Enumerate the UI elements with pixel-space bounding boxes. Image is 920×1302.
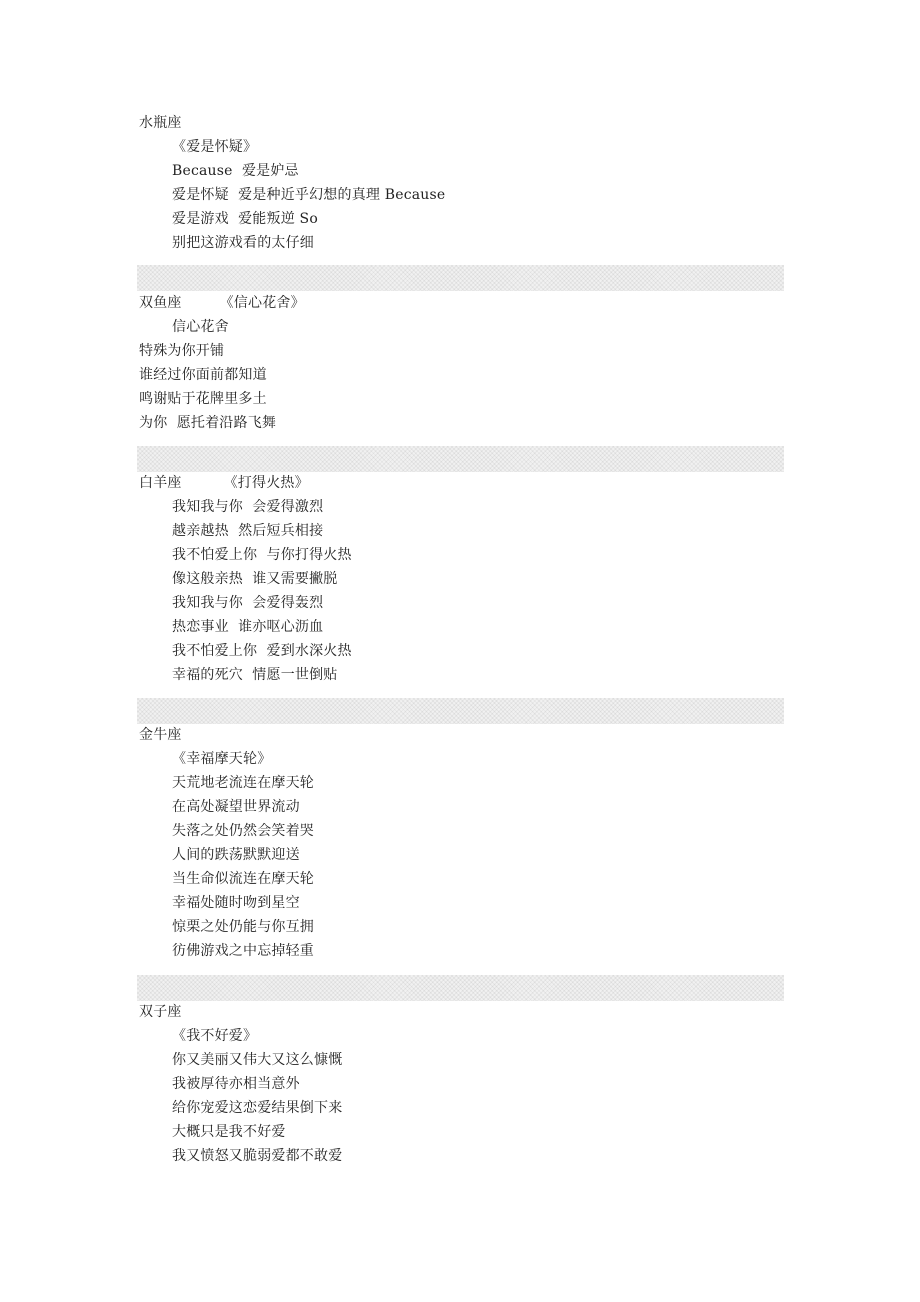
lyric-line: 失落之处仍然会笑着哭	[172, 823, 314, 839]
song-title: 《信心花舍》	[219, 295, 305, 311]
lyric-line: 爱是怀疑 爱是种近乎幻想的真理 Because	[172, 187, 446, 203]
lyric-line: 热恋事业 谁亦呕心沥血	[172, 619, 324, 635]
sign-heading: 白羊座	[139, 475, 182, 491]
song-title: 《我不好爱》	[172, 1028, 258, 1044]
section-aries	[139, 471, 784, 687]
lyric-line: 幸福处随时吻到星空	[172, 895, 300, 911]
song-title: 《打得火热》	[223, 475, 309, 491]
lyric-line: 别把这游戏看的太仔细	[172, 235, 314, 251]
section-divider	[137, 698, 784, 724]
lyric-line: 在高处凝望世界流动	[172, 799, 300, 815]
lyric-line: 像这般亲热 谁又需要撇脱	[172, 571, 338, 587]
lyric-line: 幸福的死穴 情愿一世倒贴	[172, 667, 338, 683]
lyric-line: 越亲越热 然后短兵相接	[172, 523, 324, 539]
lyric-line: 我被厚待亦相当意外	[172, 1076, 300, 1092]
sign-heading: 双子座	[139, 1004, 182, 1020]
lyric-line: 为你 愿托着沿路飞舞	[139, 415, 277, 431]
lyric-line: 鸣谢贴于花牌里多土	[139, 391, 267, 407]
lyric-line: 特殊为你开铺	[139, 343, 225, 359]
lyric-line: 惊栗之处仍能与你互拥	[172, 919, 314, 935]
section-gemini	[139, 1000, 784, 1168]
lyric-line: 信心花舍	[172, 319, 229, 335]
lyric-line: 给你宠爱这恋爱结果倒下来	[172, 1100, 343, 1116]
lyric-line: 我不怕爱上你 爱到水深火热	[172, 643, 352, 659]
lyric-line: 谁经过你面前都知道	[139, 367, 267, 383]
sign-heading-row	[139, 471, 784, 495]
lyric-line: 彷佛游戏之中忘掉轻重	[172, 943, 314, 959]
lyric-line: 当生命似流连在摩天轮	[172, 871, 314, 887]
section-divider	[137, 446, 784, 472]
lyric-line: 我又愤怒又脆弱爱都不敢爱	[172, 1148, 343, 1164]
lyric-line: Because 爱是妒忌	[172, 163, 299, 179]
sign-heading-row	[139, 291, 784, 315]
lyric-line: 天荒地老流连在摩天轮	[172, 775, 314, 791]
song-title: 《爱是怀疑》	[172, 139, 258, 155]
section-divider	[137, 975, 784, 1001]
lyric-line: 人间的跌荡默默迎送	[172, 847, 300, 863]
sign-heading: 水瓶座	[139, 115, 182, 131]
section-taurus	[139, 723, 784, 963]
lyric-line: 我知我与你 会爱得轰烈	[172, 595, 324, 611]
section-divider	[137, 265, 784, 291]
sign-heading: 双鱼座	[139, 295, 182, 311]
lyric-line: 我不怕爱上你 与你打得火热	[172, 547, 352, 563]
lyric-line: 爱是游戏 爱能叛逆 So	[172, 211, 318, 227]
lyric-line: 你又美丽又伟大又这么慷慨	[172, 1052, 343, 1068]
sign-heading: 金牛座	[139, 727, 182, 743]
section-pisces	[139, 291, 784, 435]
song-title: 《幸福摩天轮》	[172, 751, 272, 767]
lyric-line: 我知我与你 会爱得激烈	[172, 499, 324, 515]
lyric-line: 大概只是我不好爱	[172, 1124, 286, 1140]
section-aquarius	[139, 111, 784, 255]
